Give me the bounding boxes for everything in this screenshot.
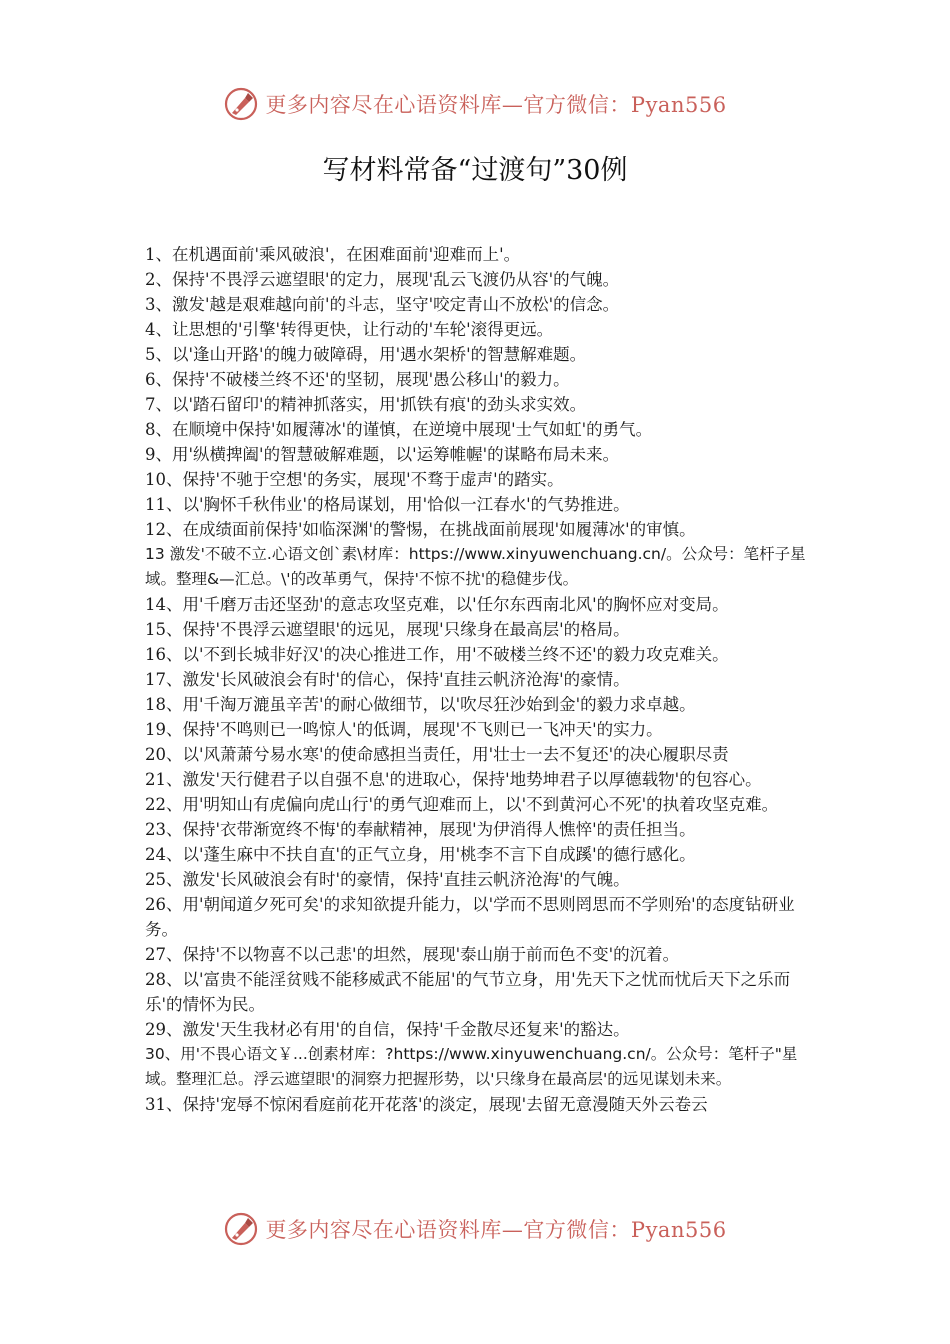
list-item: 14、用'千磨万击还坚劲'的意志攻坚克难，以'任尔东西南北风'的胸怀应对变局。 [145,595,729,614]
list-item: 3、激发'越是艰难越向前'的斗志，坚守'咬定青山不放松'的信念。 [145,295,620,314]
list-item: 9、用'纵横捭阖'的智慧破解难题，以'运筹帷幄'的谋略布局未来。 [145,445,620,464]
page-title: 写材料常备“过渡句”30例 [322,155,628,186]
list-item: 2、保持'不畏浮云遮望眼'的定力，展现'乱云飞渡仍从容'的气魄。 [145,270,620,289]
list-item: 25、激发'长风破浪会有时'的豪情，保持'直挂云帆济沧海'的气魄。 [145,870,630,889]
list-item: 6、保持'不破楼兰终不还'的坚韧，展现'愚公移山'的毅力。 [145,370,570,389]
list-item: 16、以'不到长城非好汉'的决心推进工作，用'不破楼兰终不还'的毅力攻克难关。 [145,645,729,664]
banner-text: 更多内容尽在心语资料库—官方微信：Pyan556 [265,1218,727,1242]
footer-banner [0,1209,950,1249]
pen-nib-icon [223,86,259,122]
list-item: 15、保持'不畏浮云遮望眼'的远见，展现'只缘身在最高层'的格局。 [145,620,630,639]
list-item: 1、在机遇面前'乘风破浪'，在困难面前'迎难而上'。 [145,245,521,264]
list-item: 11、以'胸怀千秋伟业'的格局谋划，用'恰似一江春水'的气势推进。 [145,495,630,514]
list-item: 20、以'风萧萧兮易水寒'的使命感担当责任，用'壮士一去不复还'的决心履职尽责 [145,745,729,764]
list-item: 30、用'不畏心语文￥...创素材库：?https://www.xinyuwenchuang.cn/。公众号：笔杆子"星域。整理汇总。浮云遮望眼'的洞察力把握形势，以'只缘身在最高层'的远见谋划未来。 [145,1045,798,1088]
list-item: 4、让思想的'引擎'转得更快，让行动的'车轮'滚得更远。 [145,320,554,339]
banner-text: 更多内容尽在心语资料库—官方微信：Pyan556 [265,93,727,117]
list-item: 17、激发'长风破浪会有时'的信心，保持'直挂云帆济沧海'的豪情。 [145,670,630,689]
list-item: 29、激发'天生我材必有用'的自信，保持'千金散尽还复来'的豁达。 [145,1020,630,1039]
document-body [145,242,809,1117]
pen-nib-icon [223,1211,259,1247]
list-item: 10、保持'不驰于空想'的务实，展现'不骛于虚声'的踏实。 [145,470,564,489]
header-banner [0,84,950,124]
list-item: 28、以'富贵不能淫贫贱不能移威武不能屈'的气节立身，用'先天下之忧而忧后天下之乐而乐'的情怀为民。 [145,970,791,1014]
list-item: 23、保持'衣带渐宽终不悔'的奉献精神，展现'为伊消得人憔悴'的责任担当。 [145,820,696,839]
list-item: 5、以'逢山开路'的魄力破障碍，用'遇水架桥'的智慧解难题。 [145,345,587,364]
list-item: 7、以'踏石留印'的精神抓落实，用'抓铁有痕'的劲头求实效。 [145,395,587,414]
list-item: 12、在成绩面前保持'如临深渊'的警惕，在挑战面前展现'如履薄冰'的审慎。 [145,520,696,539]
list-item: 13 激发'不破不立.心语文创`素\材库：https://www.xinyuwenchuang.cn/。公众号：笔杆子星域。整理&—汇总。\'的改革勇气，保持'不惊不扰'的稳健步伐。 [145,545,806,588]
list-item: 18、用'千淘万漉虽辛苦'的耐心做细节，以'吹尽狂沙始到金'的毅力求卓越。 [145,695,696,714]
list-item: 31、保持'宠辱不惊闲看庭前花开花落'的淡定，展现'去留无意漫随天外云卷云 [145,1095,708,1114]
list-item: 27、保持'不以物喜不以己悲'的坦然，展现'泰山崩于前而色不变'的沉着。 [145,945,680,964]
list-item: 8、在顺境中保持'如履薄冰'的谨慎，在逆境中展现'士气如虹'的勇气。 [145,420,653,439]
list-item: 26、用'朝闻道夕死可矣'的求知欲提升能力，以'学而不思则罔思而不学则殆'的态度钻研业务。 [145,895,795,939]
list-item: 19、保持'不鸣则已一鸣惊人'的低调，展现'不飞则已一飞冲天'的实力。 [145,720,663,739]
list-item: 22、用'明知山有虎偏向虎山行'的勇气迎难而上，以'不到黄河心不死'的执着攻坚克难。 [145,795,779,814]
list-item: 24、以'蓬生麻中不扶自直'的正气立身，用'桃李不言下自成蹊'的德行感化。 [145,845,696,864]
list-item: 21、激发'天行健君子以自强不息'的进取心，保持'地势坤君子以厚德载物'的包容心。 [145,770,762,789]
